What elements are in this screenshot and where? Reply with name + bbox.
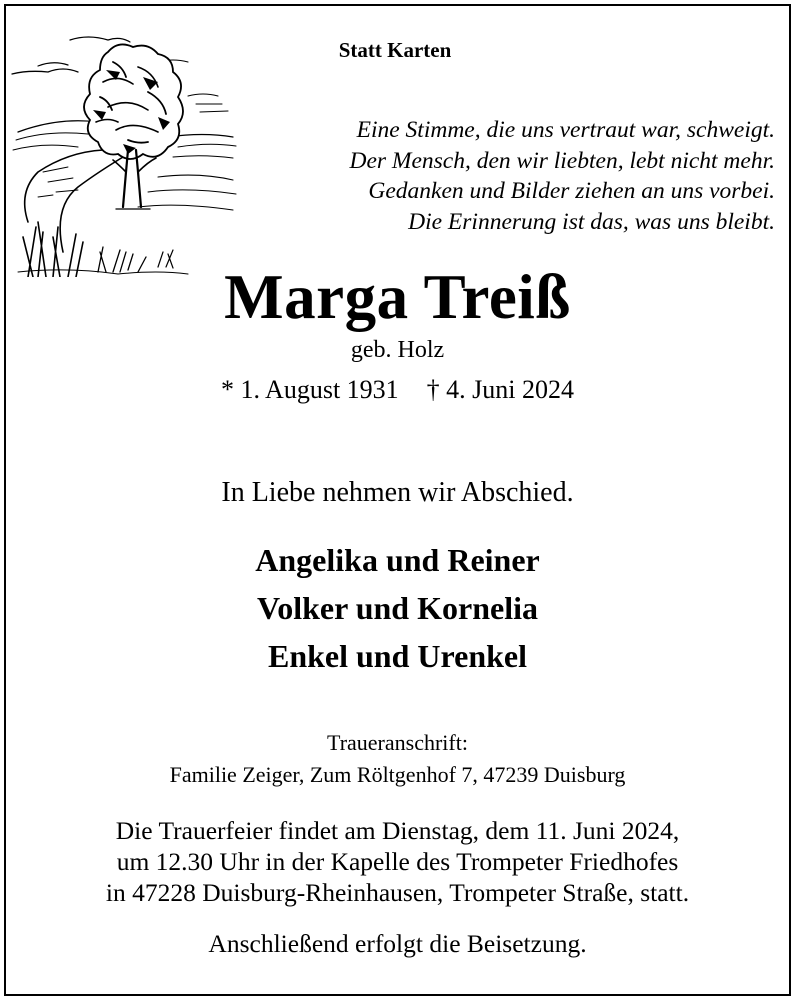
death-date: † 4. Juni 2024 — [426, 375, 575, 404]
poem-line: Der Mensch, den wir liebten, lebt nicht mehr. — [349, 147, 775, 174]
mourner: Enkel und Urenkel — [267, 638, 528, 674]
farewell-text: In Liebe nehmen wir Abschied. — [221, 477, 574, 508]
address-line: Familie Zeiger, Zum Röltgenhof 7, 47239 Duisburg — [169, 762, 626, 787]
service-info — [0, 815, 795, 908]
service-line: um 12.30 Uhr in der Kapelle des Trompeter Friedhofes — [116, 847, 679, 876]
service-line: Die Trauerfeier findet am Dienstag, dem 11. Juni 2024, — [115, 816, 680, 845]
mourners-list — [0, 536, 795, 680]
poem-line: Die Erinnerung ist das, was uns bleibt. — [408, 208, 775, 235]
service-line: in 47228 Duisburg-Rheinhausen, Trompeter Straße, statt. — [105, 878, 690, 907]
mourner: Volker und Kornelia — [257, 590, 538, 626]
burial-note: Anschließend erfolgt die Beisetzung. — [208, 929, 587, 958]
address-label: Traueranschrift: — [327, 730, 468, 755]
tree-landscape-icon — [8, 22, 243, 282]
poem-line: Gedanken und Bilder ziehen an uns vorbei. — [368, 178, 775, 204]
deceased-name: Marga Treiß — [224, 262, 571, 332]
maiden-name: geb. Holz — [350, 337, 445, 363]
header-title: Statt Karten — [338, 38, 452, 62]
mourner: Angelika und Reiner — [255, 542, 540, 578]
poem-line: Eine Stimme, die uns vertraut war, schweigt. — [356, 117, 775, 143]
birth-date: * 1. August 1931 — [220, 375, 399, 404]
poem — [349, 115, 775, 237]
life-dates — [0, 374, 795, 406]
